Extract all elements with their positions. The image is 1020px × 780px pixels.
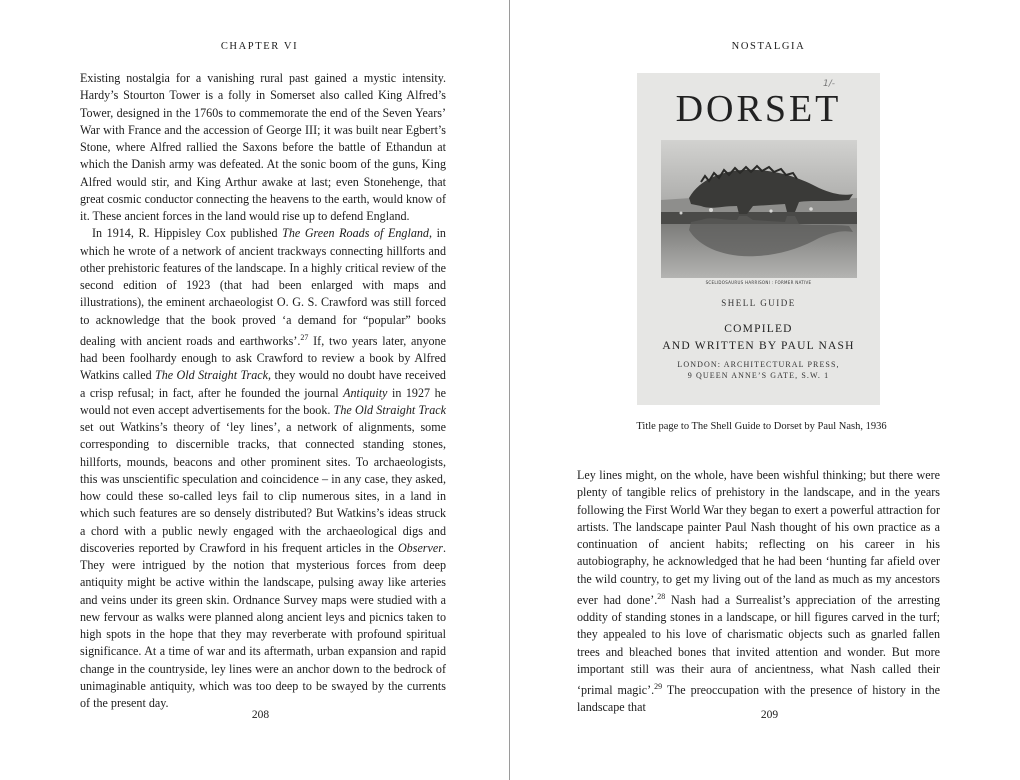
text-run: , they would no doubt have received a crisp refusal; in fact, after he founded the journal: [80, 368, 446, 400]
text-run: The preoccupation with the presence of history in the landscape that: [577, 683, 940, 715]
figure-caption: Title page to The Shell Guide to Dorset by Paul Nash, 1936: [636, 421, 887, 432]
paragraph: [80, 70, 446, 225]
right-page: [510, 0, 1019, 780]
italic-title: The Old Straight Track: [333, 402, 447, 417]
page-number: 208: [251, 709, 270, 721]
publisher-imprint: [637, 360, 880, 381]
credit-line-2: AND WRITTEN BY PAUL NASH: [662, 340, 855, 352]
credit-line-1: COMPILED: [724, 323, 793, 335]
paragraph: [80, 225, 446, 712]
dinosaur-illustration: [661, 140, 857, 278]
text-run: Existing nostalgia for a vanishing rural past gained a mystic intensity. Hardy’s Stourton Tower is a folly in Somerset also called King Alfred’s Tower, designed in the 1760s to commemorate the end of the Seven Years’ War with France and the accession of George III; it was built near Egbert’s Stone, where Alfred rallied the Saxons before the battle of Ethandun at which the Danish army was defeated. At the sonic boom of the guns, King Alfred would stir, and King Arthur awake at last; even Stonehenge, that great cosmic conductor connecting the heavens to the earth, would know of it. These ancient forces in the land would rise up to defend England.: [80, 71, 446, 223]
figure-plate: [637, 73, 880, 405]
page-number: 209: [760, 709, 779, 721]
photo-caption: SCELIDOSAURUS HARRISONI : FORMER NATIVE: [705, 280, 812, 285]
footnote-ref: 27: [300, 332, 309, 342]
italic-title: Observer: [397, 540, 443, 555]
left-body-text: [80, 70, 446, 712]
text-run: If, two years later, anyone had been foolhardy enough to ask Crawford to review a book by Alfred Watkins called: [80, 333, 446, 383]
italic-title: The Green Roads of England: [282, 226, 429, 241]
paragraph: [577, 467, 940, 717]
running-head: CHAPTER VI: [220, 41, 299, 52]
text-run: In 1914, R. Hippisley Cox published: [92, 226, 283, 241]
pencil-price-note: 1/-: [823, 79, 836, 89]
series-name: SHELL GUIDE: [721, 298, 796, 308]
publisher-line-1: LONDON: ARCHITECTURAL PRESS,: [677, 360, 840, 369]
italic-title: The Old Straight Track: [155, 368, 269, 383]
footnote-ref: 28: [657, 591, 666, 601]
right-body-text: [577, 467, 940, 717]
text-run: Ley lines might, on the whole, have been wishful thinking; but there were plenty of tangible relics of prehistory in the landscape, and in the years following the First World War they began to exert a powerful attraction for artists. The landscape painter Paul Nash thought of his own practice as a continuation of ancient habits; reflecting on his career in his autobiography, he acknowledged that he had been ‘hunting far afield over the wild country, to get my living out of the land as much as my ancestors ever had done’.: [577, 468, 940, 607]
text-run: in 1927 he would not even accept advertisements for the book.: [80, 385, 446, 417]
running-head: NOSTALGIA: [731, 41, 806, 52]
footnote-ref: 29: [654, 682, 663, 692]
text-run: . They were intrigued by the notion that mysterious forces from deep antiquity might be active within the landscape, pulsing away like arteries and veins under its green skin. Ordnance Survey maps were studied with a new fervour as walks were planned along ancient leys and picnics taken to high spots in the hope that they may reverberate with profound spiritual significance. At a time of war and its aftermath, urban expansion and rapid change in the countryside, ley lines were an anchor down to the bedrock of unimaginable antiquity, which was too deep to be swayed by the currents of the present day.: [80, 540, 446, 711]
cover-title: DORSET: [675, 88, 842, 130]
credit-line: [637, 321, 880, 355]
publisher-line-2: 9 QUEEN ANNE’S GATE, S.W. 1: [687, 370, 830, 380]
dinosaur-photo: [661, 140, 857, 278]
text-run: , in which he wrote of a network of ancient trackways connecting hillforts and other prehistoric features of the landscape. In a highly critical review of the second edition of 1923 (that had been enlarged with maps and illustrations), the eminent archaeologist O. G. S. Crawford was still forced to acknowledge that the book proved ‘a demand for “popular” books dealing with ancient roads and earthworks’.: [80, 226, 446, 348]
left-page: [0, 0, 509, 780]
text-run: set out Watkins’s theory of ‘ley lines’, a network of alignments, some corresponding to discernible tracks, that connected standing stones, hillforts, mounds, beacons and other prominent sites. To archaeologists, this was unscientific speculation and coincidence – in any case, they asked, how could these so-called leys fail to clip numerous sites, in a land in which such features are so densely distributed? But Watkins’s ideas struck a chord with a public newly engaged with the archaeological digs and discoveries reported by Crawford in his frequent articles in the: [80, 420, 446, 555]
text-run: Nash had a Surrealist’s appreciation of the arresting oddity of standing stones in a landscape, or hill figures carved in the turf; they appealed to his love of charismatic objects such as gnarled fallen trees and bleached bones that invited attention and wonder. But more important still was their aura of ancientness, what Nash called their ‘primal magic’.: [577, 592, 940, 698]
italic-title: Antiquity: [343, 385, 388, 400]
